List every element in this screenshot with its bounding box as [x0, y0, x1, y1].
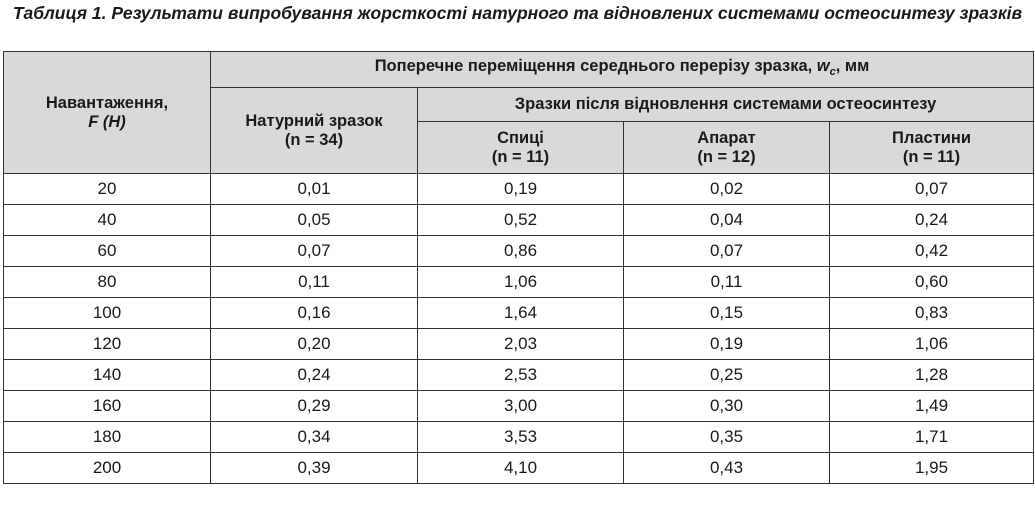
cell-plates: 1,71	[830, 422, 1034, 453]
cell-apparatus: 0,15	[624, 298, 830, 329]
cell-natural: 0,34	[211, 422, 418, 453]
cell-natural: 0,11	[211, 267, 418, 298]
cell-plates: 0,83	[830, 298, 1034, 329]
header-spokes-n: (n = 11)	[491, 147, 550, 166]
table-row	[4, 360, 1034, 391]
table-row	[4, 391, 1034, 422]
cell-apparatus: 0,19	[624, 329, 830, 360]
table-row	[4, 329, 1034, 360]
header-natural	[211, 88, 418, 174]
cell-natural: 0,29	[211, 391, 418, 422]
cell-load: 40	[4, 205, 211, 236]
header-natural-name: Натурний зразок	[245, 111, 383, 130]
header-displacement-var: w	[816, 57, 830, 75]
cell-plates: 0,60	[830, 267, 1034, 298]
cell-spokes: 4,10	[418, 453, 624, 484]
cell-apparatus: 0,35	[624, 422, 830, 453]
table-row	[4, 205, 1034, 236]
table-row	[4, 453, 1034, 484]
cell-load: 200	[4, 453, 211, 484]
cell-spokes: 1,64	[418, 298, 624, 329]
table-row	[4, 174, 1034, 205]
cell-load: 80	[4, 267, 211, 298]
cell-apparatus: 0,02	[624, 174, 830, 205]
cell-apparatus: 0,11	[624, 267, 830, 298]
header-plates-name: Пластини	[892, 128, 972, 147]
header-displacement-text: Поперечне переміщення середнього перерізу зразка,	[374, 57, 817, 75]
cell-apparatus: 0,04	[624, 205, 830, 236]
header-spokes	[418, 122, 624, 174]
cell-apparatus: 0,07	[624, 236, 830, 267]
header-plates	[830, 122, 1034, 174]
header-load-unit: F (Н)	[88, 112, 126, 131]
cell-spokes: 3,53	[418, 422, 624, 453]
cell-plates: 0,07	[830, 174, 1034, 205]
cell-load: 120	[4, 329, 211, 360]
header-load	[4, 52, 211, 174]
cell-plates: 1,49	[830, 391, 1034, 422]
cell-load: 140	[4, 360, 211, 391]
cell-load: 180	[4, 422, 211, 453]
cell-spokes: 0,52	[418, 205, 624, 236]
cell-plates: 1,06	[830, 329, 1034, 360]
cell-natural: 0,01	[211, 174, 418, 205]
header-displacement-unit: , мм	[835, 57, 870, 75]
cell-spokes: 3,00	[418, 391, 624, 422]
cell-plates: 1,95	[830, 453, 1034, 484]
header-natural-n: (n = 34)	[284, 130, 344, 149]
cell-natural: 0,16	[211, 298, 418, 329]
header-restored-group: Зразки після відновлення системами остеосинтезу	[418, 88, 1034, 122]
header-displacement-sub: c	[829, 66, 836, 78]
header-apparatus	[624, 122, 830, 174]
cell-plates: 1,28	[830, 360, 1034, 391]
header-displacement-group	[211, 52, 1034, 88]
results-table	[3, 51, 1034, 484]
header-load-label: Навантаження,	[45, 93, 169, 112]
cell-apparatus: 0,30	[624, 391, 830, 422]
cell-load: 160	[4, 391, 211, 422]
table-row	[4, 267, 1034, 298]
cell-natural: 0,05	[211, 205, 418, 236]
header-apparatus-n: (n = 12)	[697, 147, 756, 166]
cell-natural: 0,24	[211, 360, 418, 391]
cell-apparatus: 0,25	[624, 360, 830, 391]
cell-apparatus: 0,43	[624, 453, 830, 484]
cell-spokes: 1,06	[418, 267, 624, 298]
cell-natural: 0,39	[211, 453, 418, 484]
cell-spokes: 0,86	[418, 236, 624, 267]
header-spokes-name: Спиці	[497, 128, 544, 147]
cell-spokes: 2,03	[418, 329, 624, 360]
caption-text: Результати випробування жорсткості натурного та відновлених системами остеосинтезу зразків	[111, 3, 1023, 23]
cell-spokes: 0,19	[418, 174, 624, 205]
cell-load: 60	[4, 236, 211, 267]
table-caption	[0, 0, 1035, 51]
cell-natural: 0,07	[211, 236, 418, 267]
header-plates-n: (n = 11)	[902, 147, 961, 166]
cell-load: 100	[4, 298, 211, 329]
cell-load: 20	[4, 174, 211, 205]
caption-label: Таблиця 1.	[12, 3, 107, 23]
cell-spokes: 2,53	[418, 360, 624, 391]
table-row	[4, 422, 1034, 453]
header-apparatus-name: Апарат	[697, 128, 756, 147]
table-row	[4, 298, 1034, 329]
table-row	[4, 236, 1034, 267]
cell-natural: 0,20	[211, 329, 418, 360]
cell-plates: 0,24	[830, 205, 1034, 236]
cell-plates: 0,42	[830, 236, 1034, 267]
